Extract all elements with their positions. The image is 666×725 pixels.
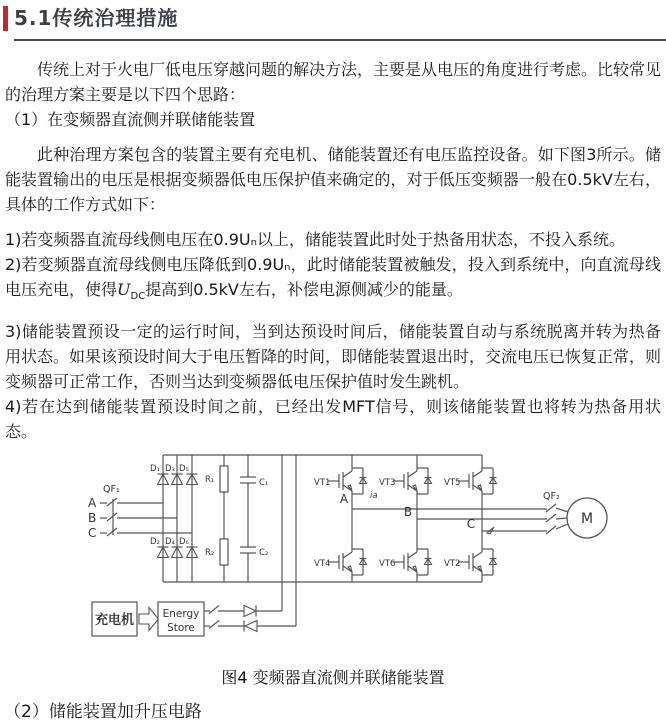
section-title: 5.1传统治理措施: [14, 6, 179, 30]
out-a-label: A: [339, 492, 349, 507]
block-arrow: [139, 608, 159, 631]
accent-bar: [3, 6, 8, 31]
r2-label: R₂: [205, 548, 215, 559]
list-item-3: 3)储能装置预设一定的运行时间，当到达预设时间后，储能装置自动与系统脱离并转为热备用状态。如果该预设时间大于电压暂降的时间，即储能装置退出时，交流电压已恢复正常，则变频器可正常工作，否则当达到变频器低电压保护值时发生跳机。: [5, 322, 662, 392]
d5-label: D₅: [179, 464, 189, 475]
paragraph-intro: 传统上对于火电厂低电压穿越问题的解决方法，主要是从电压的角度进行考虑。比较常见的治理方案主要是以下四个思路：: [5, 60, 662, 104]
energy-store-label-line1: Energy: [162, 608, 200, 621]
d6-label: D₆: [179, 537, 189, 548]
section-header: [0, 0, 666, 41]
out-c-label: C: [466, 517, 476, 532]
resistor-r1: [220, 466, 228, 492]
motor-label: M: [580, 511, 594, 528]
d2-label: D₂: [150, 537, 160, 548]
d1-label: D₁: [150, 464, 160, 475]
figure-caption: 图4 变频器直流侧并联储能装置: [221, 668, 445, 688]
igbt-vt5: [458, 465, 497, 497]
list-item-2-text: 2)若变频器直流母线侧电压降低到0.9Uₙ，此时储能装置被触发，投入到系统中，向直流母线电压充电，使得: [5, 255, 661, 299]
header-divider: [14, 39, 666, 41]
vt5-label: VT5: [444, 478, 461, 489]
qf2-label: QF₂: [543, 491, 560, 503]
list-item-1: 1)若变频器直流母线侧电压在0.9Uₙ以上，储能装置此时处于热备用状态，不投入系统。: [5, 230, 625, 249]
d4-label: D₄: [165, 537, 175, 548]
c2-label: C₂: [259, 548, 269, 559]
energy-store-label-line2: Store: [167, 622, 195, 635]
list-item-2: [5, 252, 661, 309]
list-item-2-tail: 提高到0.5kV左右，补偿电源侧减少的能量。: [145, 280, 463, 299]
vt6-label: VT6: [379, 559, 396, 570]
ia-current-label: ia: [370, 491, 378, 502]
qf1-label: QF₁: [103, 484, 120, 496]
paragraph-scheme: 此种治理方案包含的装置主要有充电机、储能装置还有电压监控设备。如下图3所示。储能装置输出的电压是根据变频器低电压保护值来确定的，对于低压变频器一般在0.5kV左右，具体的工作方式如下：: [5, 145, 661, 214]
output-to-motor: [340, 491, 607, 538]
udc-subscript: DC: [130, 291, 146, 303]
energy-storage-branch: [92, 582, 296, 636]
igbt-vt6: [393, 546, 432, 578]
capacitor-c2: [240, 547, 256, 553]
phase-c-label: C: [88, 526, 97, 541]
igbt-vt2: [458, 546, 497, 578]
vt1-label: VT1: [314, 478, 331, 489]
vt3-label: VT3: [379, 478, 396, 489]
igbt-vt4: [328, 546, 367, 578]
item2-heading: （2）储能装置加升压电路: [4, 702, 202, 723]
charger-label: 充电机: [94, 613, 135, 629]
dc-link: [205, 455, 296, 582]
udc-symbol: U: [117, 280, 131, 299]
article-body: [0, 57, 666, 444]
phase-b-label: B: [88, 511, 97, 526]
c1-label: C₁: [259, 478, 269, 489]
resistor-r2: [220, 539, 228, 565]
phase-a-label: A: [88, 496, 97, 511]
out-b-label: B: [403, 505, 413, 520]
list-item-4: 4)若在达到储能装置预设时间之前，已经出发MFT信号，则该储能装置也将转为热备用状态。: [5, 397, 661, 442]
r1-label: R₁: [205, 475, 215, 486]
vt2-label: VT2: [444, 559, 461, 570]
circuit-figure: [0, 451, 666, 666]
discharge-diode: [244, 606, 256, 617]
item1-heading: （1）在变频器直流侧并联储能装置: [5, 110, 256, 129]
circuit-diagram: [0, 451, 666, 666]
vt4-label: VT4: [314, 559, 331, 570]
igbt-vt3: [393, 465, 432, 497]
capacitor-c1: [240, 477, 256, 483]
charge-diode: [245, 621, 257, 632]
d3-label: D₃: [165, 464, 175, 475]
